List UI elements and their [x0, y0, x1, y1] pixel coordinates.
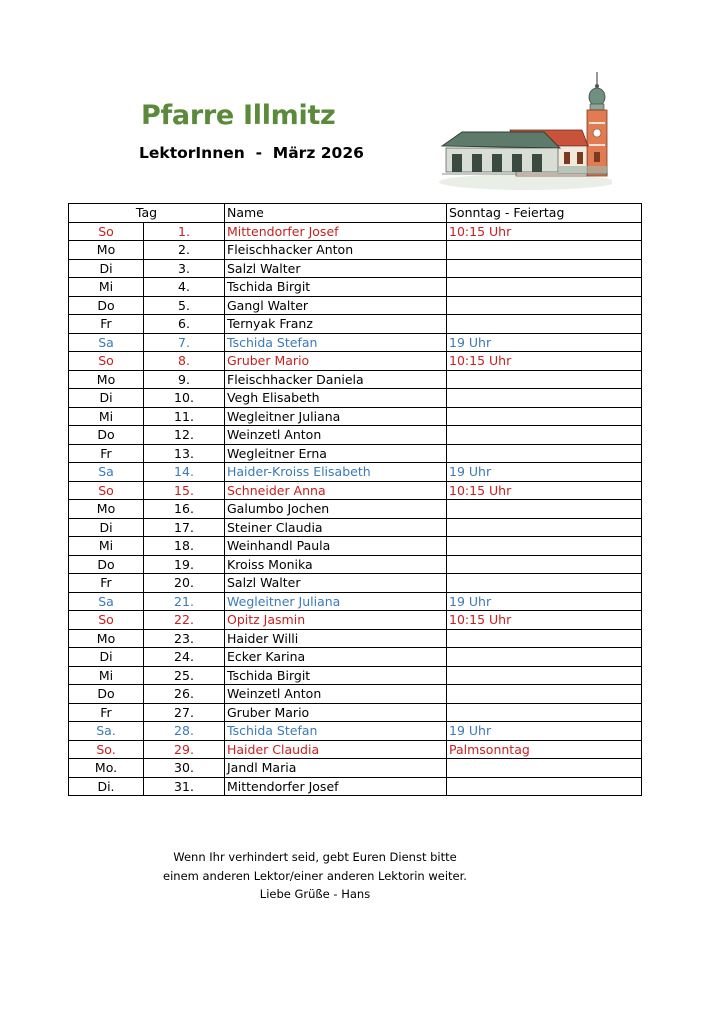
service-note-cell — [447, 500, 642, 519]
page-title: Pfarre Illmitz — [141, 100, 336, 131]
table-row — [69, 537, 642, 556]
date-cell: 3. — [144, 259, 225, 278]
date-cell: 6. — [144, 315, 225, 334]
lector-name-cell: Weinhandl Paula — [225, 537, 447, 556]
service-note-cell — [447, 296, 642, 315]
table-row — [69, 370, 642, 389]
lector-name-cell: Gangl Walter — [225, 296, 447, 315]
table-row — [69, 574, 642, 593]
service-note-cell: 10:15 Uhr — [447, 611, 642, 630]
day-cell: Mo — [69, 629, 144, 648]
date-cell: 10. — [144, 389, 225, 408]
day-cell: Fr — [69, 574, 144, 593]
table-row — [69, 315, 642, 334]
day-cell: Mo — [69, 241, 144, 260]
footer-note — [140, 848, 490, 904]
day-cell: Di — [69, 259, 144, 278]
table-row — [69, 352, 642, 371]
lector-name-cell: Wegleitner Erna — [225, 444, 447, 463]
date-cell: 15. — [144, 481, 225, 500]
service-note-cell — [447, 444, 642, 463]
table-row — [69, 259, 642, 278]
lector-name-cell: Galumbo Jochen — [225, 500, 447, 519]
footer-line-2: einem anderen Lektor/einer anderen Lektorin weiter. — [163, 868, 467, 883]
lector-name-cell: Tschida Birgit — [225, 666, 447, 685]
lector-name-cell: Haider-Kroiss Elisabeth — [225, 463, 447, 482]
date-cell: 11. — [144, 407, 225, 426]
day-cell: Sa — [69, 333, 144, 352]
day-cell: So — [69, 611, 144, 630]
header-name: Name — [225, 204, 447, 223]
table-row — [69, 722, 642, 741]
table-body — [69, 222, 642, 796]
lector-name-cell: Fleischhacker Anton — [225, 241, 447, 260]
service-note-cell — [447, 555, 642, 574]
day-cell: Fr — [69, 703, 144, 722]
date-cell: 9. — [144, 370, 225, 389]
service-note-cell: Palmsonntag — [447, 740, 642, 759]
day-cell: So — [69, 352, 144, 371]
date-cell: 26. — [144, 685, 225, 704]
table-row — [69, 389, 642, 408]
table-row — [69, 759, 642, 778]
day-cell: So. — [69, 740, 144, 759]
day-cell: Mo — [69, 370, 144, 389]
lector-name-cell: Tschida Birgit — [225, 278, 447, 297]
lector-name-cell: Wegleitner Juliana — [225, 407, 447, 426]
service-note-cell — [447, 629, 642, 648]
date-cell: 28. — [144, 722, 225, 741]
table-row — [69, 463, 642, 482]
service-note-cell — [447, 703, 642, 722]
page-subtitle: LektorInnen - März 2026 — [139, 144, 364, 162]
lector-name-cell: Fleischhacker Daniela — [225, 370, 447, 389]
table-row — [69, 518, 642, 537]
lector-name-cell: Tschida Stefan — [225, 722, 447, 741]
lector-name-cell: Ecker Karina — [225, 648, 447, 667]
date-cell: 2. — [144, 241, 225, 260]
date-cell: 20. — [144, 574, 225, 593]
lector-name-cell: Kroiss Monika — [225, 555, 447, 574]
service-note-cell — [447, 426, 642, 445]
lector-name-cell: Ternyak Franz — [225, 315, 447, 334]
date-cell: 12. — [144, 426, 225, 445]
table-row — [69, 426, 642, 445]
table-row — [69, 777, 642, 796]
footer-signature: Liebe Grüße - Hans — [259, 887, 371, 901]
lector-name-cell: Vegh Elisabeth — [225, 389, 447, 408]
day-cell: Mo. — [69, 759, 144, 778]
table-row — [69, 444, 642, 463]
table-row — [69, 278, 642, 297]
lector-name-cell: Jandl Maria — [225, 759, 447, 778]
day-cell: Mi — [69, 666, 144, 685]
day-cell: Di — [69, 648, 144, 667]
service-note-cell: 10:15 Uhr — [447, 352, 642, 371]
service-note-cell: 19 Uhr — [447, 463, 642, 482]
table-row — [69, 222, 642, 241]
day-cell: Fr — [69, 444, 144, 463]
day-cell: Di — [69, 518, 144, 537]
lector-name-cell: Steiner Claudia — [225, 518, 447, 537]
lector-schedule-table — [68, 203, 642, 796]
date-cell: 16. — [144, 500, 225, 519]
lector-name-cell: Mittendorfer Josef — [225, 777, 447, 796]
day-cell: Mo — [69, 500, 144, 519]
header-day: Tag — [69, 204, 225, 223]
service-note-cell: 19 Uhr — [447, 722, 642, 741]
date-cell: 31. — [144, 777, 225, 796]
lector-name-cell: Schneider Anna — [225, 481, 447, 500]
lector-name-cell: Mittendorfer Josef — [225, 222, 447, 241]
service-note-cell — [447, 259, 642, 278]
service-note-cell — [447, 537, 642, 556]
table-row — [69, 592, 642, 611]
church-illustration — [432, 70, 612, 192]
date-cell: 18. — [144, 537, 225, 556]
service-note-cell — [447, 315, 642, 334]
service-note-cell: 19 Uhr — [447, 333, 642, 352]
footer-line-1: Wenn Ihr verhindert seid, gebt Euren Dienst bitte — [173, 850, 457, 864]
day-cell: So — [69, 481, 144, 500]
lector-name-cell: Opitz Jasmin — [225, 611, 447, 630]
service-note-cell: 10:15 Uhr — [447, 222, 642, 241]
date-cell: 14. — [144, 463, 225, 482]
service-note-cell — [447, 518, 642, 537]
date-cell: 24. — [144, 648, 225, 667]
service-note-cell — [447, 685, 642, 704]
service-note-cell — [447, 648, 642, 667]
table-row — [69, 407, 642, 426]
day-cell: Fr — [69, 315, 144, 334]
service-note-cell — [447, 389, 642, 408]
day-cell: Mi — [69, 278, 144, 297]
date-cell: 7. — [144, 333, 225, 352]
date-cell: 23. — [144, 629, 225, 648]
table-row — [69, 481, 642, 500]
day-cell: Sa. — [69, 722, 144, 741]
day-cell: Do — [69, 555, 144, 574]
header-note: Sonntag - Feiertag — [447, 204, 642, 223]
table-row — [69, 740, 642, 759]
day-cell: Do — [69, 685, 144, 704]
lector-name-cell: Wegleitner Juliana — [225, 592, 447, 611]
date-cell: 13. — [144, 444, 225, 463]
table-row — [69, 666, 642, 685]
day-cell: Do — [69, 296, 144, 315]
table-row — [69, 685, 642, 704]
day-cell: Sa — [69, 463, 144, 482]
lector-name-cell: Haider Willi — [225, 629, 447, 648]
service-note-cell: 10:15 Uhr — [447, 481, 642, 500]
table-header-row — [69, 204, 642, 223]
date-cell: 8. — [144, 352, 225, 371]
service-note-cell — [447, 241, 642, 260]
table-row — [69, 500, 642, 519]
table-row — [69, 703, 642, 722]
table-row — [69, 611, 642, 630]
table-row — [69, 241, 642, 260]
service-note-cell: 19 Uhr — [447, 592, 642, 611]
day-cell: Di. — [69, 777, 144, 796]
day-cell: Mi — [69, 407, 144, 426]
date-cell: 21. — [144, 592, 225, 611]
table-row — [69, 296, 642, 315]
lector-name-cell: Salzl Walter — [225, 259, 447, 278]
table-row — [69, 648, 642, 667]
day-cell: Do — [69, 426, 144, 445]
day-cell: Di — [69, 389, 144, 408]
service-note-cell — [447, 278, 642, 297]
service-note-cell — [447, 666, 642, 685]
date-cell: 19. — [144, 555, 225, 574]
service-note-cell — [447, 574, 642, 593]
date-cell: 5. — [144, 296, 225, 315]
date-cell: 29. — [144, 740, 225, 759]
service-note-cell — [447, 407, 642, 426]
date-cell: 30. — [144, 759, 225, 778]
date-cell: 4. — [144, 278, 225, 297]
service-note-cell — [447, 370, 642, 389]
date-cell: 27. — [144, 703, 225, 722]
date-cell: 17. — [144, 518, 225, 537]
date-cell: 1. — [144, 222, 225, 241]
lector-name-cell: Haider Claudia — [225, 740, 447, 759]
lector-name-cell: Salzl Walter — [225, 574, 447, 593]
date-cell: 22. — [144, 611, 225, 630]
table-row — [69, 555, 642, 574]
lector-name-cell: Weinzetl Anton — [225, 685, 447, 704]
day-cell: Sa — [69, 592, 144, 611]
day-cell: Mi — [69, 537, 144, 556]
date-cell: 25. — [144, 666, 225, 685]
table-row — [69, 333, 642, 352]
lector-name-cell: Weinzetl Anton — [225, 426, 447, 445]
lector-name-cell: Tschida Stefan — [225, 333, 447, 352]
lector-name-cell: Gruber Mario — [225, 703, 447, 722]
table-row — [69, 629, 642, 648]
lector-name-cell: Gruber Mario — [225, 352, 447, 371]
day-cell: So — [69, 222, 144, 241]
service-note-cell — [447, 777, 642, 796]
service-note-cell — [447, 759, 642, 778]
